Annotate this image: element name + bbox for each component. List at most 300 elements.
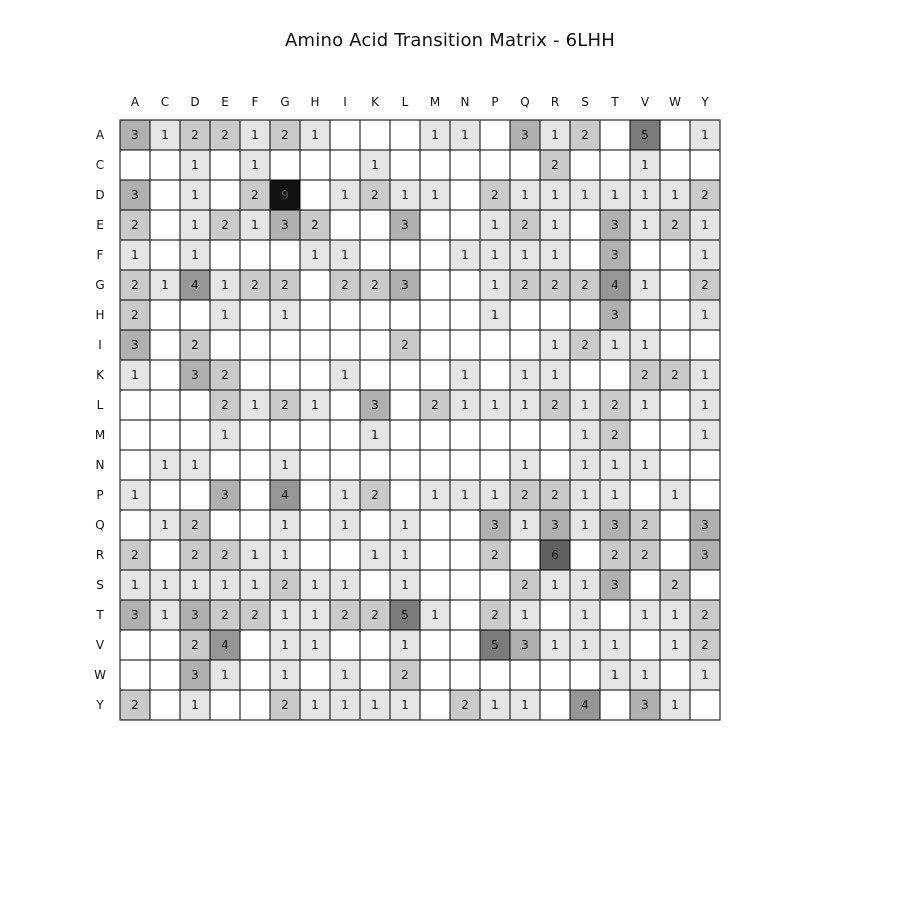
cell-value-M-T: 2 [611, 428, 619, 442]
cell-value-D-T: 1 [611, 188, 619, 202]
cell-value-K-N: 1 [461, 368, 469, 382]
cell-value-H-E: 1 [221, 308, 229, 322]
cell-value-V-D: 2 [191, 638, 199, 652]
cell-value-V-S: 1 [581, 638, 589, 652]
heatmap-cell-W-W [660, 660, 690, 690]
cell-value-T-F: 2 [251, 608, 259, 622]
cell-value-D-G: 9 [281, 188, 289, 202]
x-tick-label-P: P [491, 95, 499, 109]
heatmap-cell-W-M [420, 660, 450, 690]
cell-value-F-Y: 1 [701, 248, 709, 262]
heatmap-cell-K-L [390, 360, 420, 390]
cell-value-V-Y: 2 [701, 638, 709, 652]
heatmap-cell-F-K [360, 240, 390, 270]
cell-value-G-I: 2 [341, 278, 349, 292]
cell-value-C-V: 1 [641, 158, 649, 172]
cell-value-P-T: 1 [611, 488, 619, 502]
cell-value-K-R: 1 [551, 368, 559, 382]
cell-value-Q-D: 2 [191, 518, 199, 532]
heatmap-cell-Q-A [120, 510, 150, 540]
heatmap-cell-S-N [450, 570, 480, 600]
cell-value-R-D: 2 [191, 548, 199, 562]
heatmap-cell-W-F [240, 660, 270, 690]
heatmap-cell-C-S [570, 150, 600, 180]
cell-value-G-L: 3 [401, 278, 409, 292]
y-tick-label-A: A [95, 128, 105, 142]
cell-value-L-E: 2 [221, 398, 229, 412]
cell-value-Y-K: 1 [371, 698, 379, 712]
cell-value-L-V: 1 [641, 398, 649, 412]
cell-value-T-A: 3 [131, 608, 139, 622]
cell-value-E-G: 3 [281, 218, 289, 232]
x-tick-label-T: T [611, 95, 619, 109]
cell-value-A-Y: 1 [701, 128, 709, 142]
cell-value-M-Y: 1 [701, 428, 709, 442]
heatmap-cell-A-L [390, 120, 420, 150]
cell-value-W-V: 1 [641, 668, 649, 682]
heatmap-cell-Q-M [420, 510, 450, 540]
cell-value-Y-S: 4 [581, 698, 589, 712]
heatmap-cell-N-F [240, 450, 270, 480]
heatmap-cell-N-W [660, 450, 690, 480]
heatmap-cell-Y-F [240, 690, 270, 720]
cell-value-K-W: 2 [671, 368, 679, 382]
cell-value-D-V: 1 [641, 188, 649, 202]
heatmap-cell-Y-M [420, 690, 450, 720]
heatmap-cell-M-L [390, 420, 420, 450]
heatmap-cell-C-G [270, 150, 300, 180]
heatmap-cell-Q-K [360, 510, 390, 540]
cell-value-D-R: 1 [551, 188, 559, 202]
cell-value-Q-L: 1 [401, 518, 409, 532]
heatmap-cell-V-N [450, 630, 480, 660]
heatmap-cell-R-Q [510, 540, 540, 570]
cell-value-K-E: 2 [221, 368, 229, 382]
y-tick-label-V: V [95, 638, 105, 652]
cell-value-I-D: 2 [191, 338, 199, 352]
cell-value-L-N: 1 [461, 398, 469, 412]
cell-value-A-V: 5 [641, 128, 649, 142]
cell-value-W-I: 1 [341, 668, 349, 682]
heatmap-cell-R-N [450, 540, 480, 570]
heatmap-cell-I-I [330, 330, 360, 360]
cell-value-G-E: 1 [221, 278, 229, 292]
cell-value-S-S: 1 [581, 578, 589, 592]
cell-value-T-L: 5 [401, 608, 409, 622]
heatmap-cell-V-I [330, 630, 360, 660]
heatmap-cell-I-Q [510, 330, 540, 360]
heatmap-cell-V-C [150, 630, 180, 660]
x-tick-label-L: L [401, 95, 409, 109]
cell-value-Q-S: 1 [581, 518, 589, 532]
heatmap-cell-D-N [450, 180, 480, 210]
cell-value-W-L: 2 [401, 668, 409, 682]
heatmap-cell-S-P [480, 570, 510, 600]
cell-value-R-L: 1 [401, 548, 409, 562]
cell-value-T-D: 3 [191, 608, 199, 622]
cell-value-V-E: 4 [221, 638, 229, 652]
heatmap-cell-M-V [630, 420, 660, 450]
cell-value-A-E: 2 [221, 128, 229, 142]
heatmap-cell-D-C [150, 180, 180, 210]
cell-value-L-P: 1 [491, 398, 499, 412]
heatmap-cell-L-A [120, 390, 150, 420]
cell-value-H-T: 3 [611, 308, 619, 322]
heatmap-cell-Q-E [210, 510, 240, 540]
heatmap-cell-H-Q [510, 300, 540, 330]
cell-value-A-D: 2 [191, 128, 199, 142]
heatmap-cell-R-W [660, 540, 690, 570]
heatmap-cell-E-I [330, 210, 360, 240]
y-tick-label-R: R [95, 548, 105, 562]
cell-value-G-G: 2 [281, 278, 289, 292]
heatmap-cell-F-L [390, 240, 420, 270]
cell-value-F-T: 3 [611, 248, 619, 262]
cell-value-T-C: 1 [161, 608, 169, 622]
heatmap-cell-T-T [600, 600, 630, 630]
x-tick-label-N: N [460, 95, 470, 109]
heatmap-cell-M-W [660, 420, 690, 450]
cell-value-E-A: 2 [131, 218, 139, 232]
cell-value-V-L: 1 [401, 638, 409, 652]
cell-value-R-T: 2 [611, 548, 619, 562]
heatmap-cell-I-F [240, 330, 270, 360]
x-tick-label-G: G [280, 95, 290, 109]
heatmap-cell-C-I [330, 150, 360, 180]
cell-value-R-E: 2 [221, 548, 229, 562]
heatmap-cell-K-M [420, 360, 450, 390]
cell-value-C-K: 1 [371, 158, 379, 172]
cell-value-C-R: 2 [551, 158, 559, 172]
heatmap-cell-V-M [420, 630, 450, 660]
heatmap-cell-W-C [150, 660, 180, 690]
heatmap-cell-E-C [150, 210, 180, 240]
cell-value-Y-W: 1 [671, 698, 679, 712]
heatmap-cells [120, 120, 720, 720]
cell-value-F-N: 1 [461, 248, 469, 262]
cell-value-G-C: 1 [161, 278, 169, 292]
heatmap-cell-Y-Y [690, 690, 720, 720]
cell-value-K-Q: 1 [521, 368, 529, 382]
heatmap-cell-Q-F [240, 510, 270, 540]
heatmap-cell-N-M [420, 450, 450, 480]
heatmap-cell-S-M [420, 570, 450, 600]
heatmap-cell-G-M [420, 270, 450, 300]
heatmap-cell-M-M [420, 420, 450, 450]
cell-value-Y-H: 1 [311, 698, 319, 712]
cell-value-G-R: 2 [551, 278, 559, 292]
heatmap-cell-L-I [330, 390, 360, 420]
heatmap-cell-Q-H [300, 510, 330, 540]
heatmap-cell-V-A [120, 630, 150, 660]
heatmap-cell-T-R [540, 600, 570, 630]
x-tick-label-Y: Y [701, 95, 709, 109]
cell-value-S-D: 1 [191, 578, 199, 592]
y-tick-label-F: F [96, 248, 104, 262]
cell-value-F-P: 1 [491, 248, 499, 262]
heatmap-cell-F-G [270, 240, 300, 270]
cell-value-Y-I: 1 [341, 698, 349, 712]
cell-value-S-E: 1 [221, 578, 229, 592]
heatmap-cell-G-N [450, 270, 480, 300]
cell-value-E-D: 1 [191, 218, 199, 232]
heatmap-cell-E-M [420, 210, 450, 240]
cell-value-S-L: 1 [401, 578, 409, 592]
heatmap-cell-A-I [330, 120, 360, 150]
cell-value-H-Y: 1 [701, 308, 709, 322]
cell-value-E-R: 1 [551, 218, 559, 232]
cell-value-R-G: 1 [281, 548, 289, 562]
x-tick-label-H: H [310, 95, 320, 109]
cell-value-K-D: 3 [191, 368, 199, 382]
cell-value-G-V: 1 [641, 278, 649, 292]
cell-value-Q-Q: 1 [521, 518, 529, 532]
heatmap-cell-N-H [300, 450, 330, 480]
heatmap-cell-H-F [240, 300, 270, 330]
cell-value-F-H: 1 [311, 248, 319, 262]
cell-value-P-R: 2 [551, 488, 559, 502]
y-tick-label-I: I [98, 338, 102, 352]
heatmap-cell-K-H [300, 360, 330, 390]
cell-value-S-H: 1 [311, 578, 319, 592]
cell-value-W-G: 1 [281, 668, 289, 682]
heatmap-cell-E-S [570, 210, 600, 240]
cell-value-L-Y: 1 [701, 398, 709, 412]
x-tick-labels [131, 95, 709, 109]
y-tick-label-Q: Q [95, 518, 105, 532]
cell-value-H-A: 2 [131, 308, 139, 322]
cell-value-L-M: 2 [431, 398, 439, 412]
cell-value-S-I: 1 [341, 578, 349, 592]
cell-value-A-G: 2 [281, 128, 289, 142]
heatmap-cell-C-P [480, 150, 510, 180]
cell-value-Q-T: 3 [611, 518, 619, 532]
heatmap-cell-Q-N [450, 510, 480, 540]
cell-value-E-Y: 1 [701, 218, 709, 232]
heatmap-cell-K-P [480, 360, 510, 390]
cell-value-D-D: 1 [191, 188, 199, 202]
cell-value-E-Q: 2 [521, 218, 529, 232]
cell-value-P-A: 1 [131, 488, 139, 502]
cell-value-N-T: 1 [611, 458, 619, 472]
y-tick-label-M: M [94, 428, 106, 442]
cell-value-I-L: 2 [401, 338, 409, 352]
y-tick-label-G: G [95, 278, 105, 292]
cell-value-M-K: 1 [371, 428, 379, 442]
cell-value-T-Q: 1 [521, 608, 529, 622]
heatmap-cell-N-K [360, 450, 390, 480]
heatmap-cell-H-S [570, 300, 600, 330]
cell-value-F-A: 1 [131, 248, 139, 262]
cell-value-G-Y: 2 [701, 278, 709, 292]
heatmap-cell-S-V [630, 570, 660, 600]
cell-value-I-S: 2 [581, 338, 589, 352]
cell-value-D-Q: 1 [521, 188, 529, 202]
heatmap-cell-F-S [570, 240, 600, 270]
x-tick-label-S: S [581, 95, 589, 109]
cell-value-N-S: 1 [581, 458, 589, 472]
heatmap-cell-R-M [420, 540, 450, 570]
heatmap-cell-W-H [300, 660, 330, 690]
cell-value-G-T: 4 [611, 278, 619, 292]
cell-value-F-Q: 1 [521, 248, 529, 262]
cell-value-R-R: 6 [551, 548, 559, 562]
heatmap-cell-H-R [540, 300, 570, 330]
cell-value-Q-G: 1 [281, 518, 289, 532]
cell-value-T-H: 1 [311, 608, 319, 622]
heatmap-cell-K-K [360, 360, 390, 390]
y-tick-label-S: S [96, 578, 104, 592]
heatmap-cell-C-L [390, 150, 420, 180]
x-tick-label-I: I [343, 95, 347, 109]
cell-value-S-A: 1 [131, 578, 139, 592]
cell-value-G-Q: 2 [521, 278, 529, 292]
cell-value-G-S: 2 [581, 278, 589, 292]
cell-value-A-Q: 3 [521, 128, 529, 142]
cell-value-T-V: 1 [641, 608, 649, 622]
cell-value-P-K: 2 [371, 488, 379, 502]
heatmap-cell-Y-C [150, 690, 180, 720]
chart-title: Amino Acid Transition Matrix - 6LHH [285, 30, 615, 51]
heatmap-cell-G-W [660, 270, 690, 300]
cell-value-D-W: 1 [671, 188, 679, 202]
cell-value-L-H: 1 [311, 398, 319, 412]
heatmap-cell-W-N [450, 660, 480, 690]
cell-value-Y-D: 1 [191, 698, 199, 712]
cell-value-V-R: 1 [551, 638, 559, 652]
heatmap-cell-C-T [600, 150, 630, 180]
cell-value-K-I: 1 [341, 368, 349, 382]
heatmap-cell-C-M [420, 150, 450, 180]
cell-value-T-M: 1 [431, 608, 439, 622]
heatmap-cell-W-S [570, 660, 600, 690]
heatmap-cell-M-P [480, 420, 510, 450]
cell-value-L-R: 2 [551, 398, 559, 412]
heatmap-cell-I-G [270, 330, 300, 360]
cell-value-P-S: 1 [581, 488, 589, 502]
heatmap-cell-C-H [300, 150, 330, 180]
cell-value-A-N: 1 [461, 128, 469, 142]
cell-value-I-A: 3 [131, 338, 139, 352]
cell-value-T-I: 2 [341, 608, 349, 622]
heatmap-cell-H-I [330, 300, 360, 330]
heatmap-cell-T-N [450, 600, 480, 630]
cell-value-G-D: 4 [191, 278, 199, 292]
heatmap-cell-H-K [360, 300, 390, 330]
heatmap-cell-F-V [630, 240, 660, 270]
cell-value-Q-Y: 3 [701, 518, 709, 532]
cell-value-E-P: 1 [491, 218, 499, 232]
heatmap-cell-C-C [150, 150, 180, 180]
x-tick-label-F: F [251, 95, 259, 109]
cell-value-W-D: 3 [191, 668, 199, 682]
heatmap-cell-F-F [240, 240, 270, 270]
heatmap-cell-P-Y [690, 480, 720, 510]
heatmap-cell-I-Y [690, 330, 720, 360]
heatmap-cell-L-L [390, 390, 420, 420]
cell-value-H-G: 1 [281, 308, 289, 322]
cell-value-E-E: 2 [221, 218, 229, 232]
y-tick-label-W: W [94, 668, 106, 682]
heatmap-cell-C-Q [510, 150, 540, 180]
cell-value-D-S: 1 [581, 188, 589, 202]
cell-value-T-E: 2 [221, 608, 229, 622]
heatmap-cell-H-D [180, 300, 210, 330]
cell-value-D-Y: 2 [701, 188, 709, 202]
heatmap-cell-W-P [480, 660, 510, 690]
heatmap-cell-D-H [300, 180, 330, 210]
cell-value-A-H: 1 [311, 128, 319, 142]
heatmap-cell-M-Q [510, 420, 540, 450]
heatmap-cell-M-C [150, 420, 180, 450]
heatmap-cell-H-C [150, 300, 180, 330]
cell-value-G-P: 1 [491, 278, 499, 292]
cell-value-G-F: 2 [251, 278, 259, 292]
heatmap-cell-W-Q [510, 660, 540, 690]
heatmap-cell-L-D [180, 390, 210, 420]
y-tick-label-Y: Y [96, 698, 104, 712]
cell-value-A-M: 1 [431, 128, 439, 142]
y-tick-label-E: E [96, 218, 104, 232]
cell-value-E-F: 1 [251, 218, 259, 232]
heatmap-cell-N-P [480, 450, 510, 480]
cell-value-F-I: 1 [341, 248, 349, 262]
heatmap-cell-E-N [450, 210, 480, 240]
cell-value-D-L: 1 [401, 188, 409, 202]
cell-value-D-P: 2 [491, 188, 499, 202]
y-tick-label-C: C [95, 158, 105, 172]
heatmap-cell-N-E [210, 450, 240, 480]
cell-value-Q-R: 3 [551, 518, 559, 532]
cell-value-A-S: 2 [581, 128, 589, 142]
heatmap-cell-F-M [420, 240, 450, 270]
cell-value-S-G: 2 [281, 578, 289, 592]
cell-value-L-T: 2 [611, 398, 619, 412]
heatmap-cell-Y-R [540, 690, 570, 720]
cell-value-Q-V: 2 [641, 518, 649, 532]
cell-value-P-Q: 2 [521, 488, 529, 502]
heatmap-cell-E-K [360, 210, 390, 240]
heatmap-cell-P-H [300, 480, 330, 510]
y-tick-label-T: T [96, 608, 104, 622]
heatmap-cell-R-C [150, 540, 180, 570]
heatmap-cell-F-W [660, 240, 690, 270]
heatmap-cell-M-D [180, 420, 210, 450]
x-tick-label-K: K [371, 95, 379, 109]
heatmap-cell-M-H [300, 420, 330, 450]
heatmap-cell-K-S [570, 360, 600, 390]
cell-value-L-G: 2 [281, 398, 289, 412]
cell-value-C-D: 1 [191, 158, 199, 172]
heatmap-cell-I-M [420, 330, 450, 360]
heatmap-cell-R-I [330, 540, 360, 570]
cell-value-P-I: 1 [341, 488, 349, 502]
heatmap-cell-M-R [540, 420, 570, 450]
heatmap-cell-K-C [150, 360, 180, 390]
cell-value-G-K: 2 [371, 278, 379, 292]
heatmap-cell-P-D [180, 480, 210, 510]
heatmap-cell-A-T [600, 120, 630, 150]
cell-value-S-C: 1 [161, 578, 169, 592]
cell-value-T-Y: 2 [701, 608, 709, 622]
heatmap-cell-S-Y [690, 570, 720, 600]
heatmap-cell-F-E [210, 240, 240, 270]
x-tick-label-E: E [221, 95, 229, 109]
cell-value-W-Y: 1 [701, 668, 709, 682]
heatmap-cell-C-W [660, 150, 690, 180]
x-tick-label-M: M [429, 95, 441, 109]
cell-value-R-Y: 3 [701, 548, 709, 562]
